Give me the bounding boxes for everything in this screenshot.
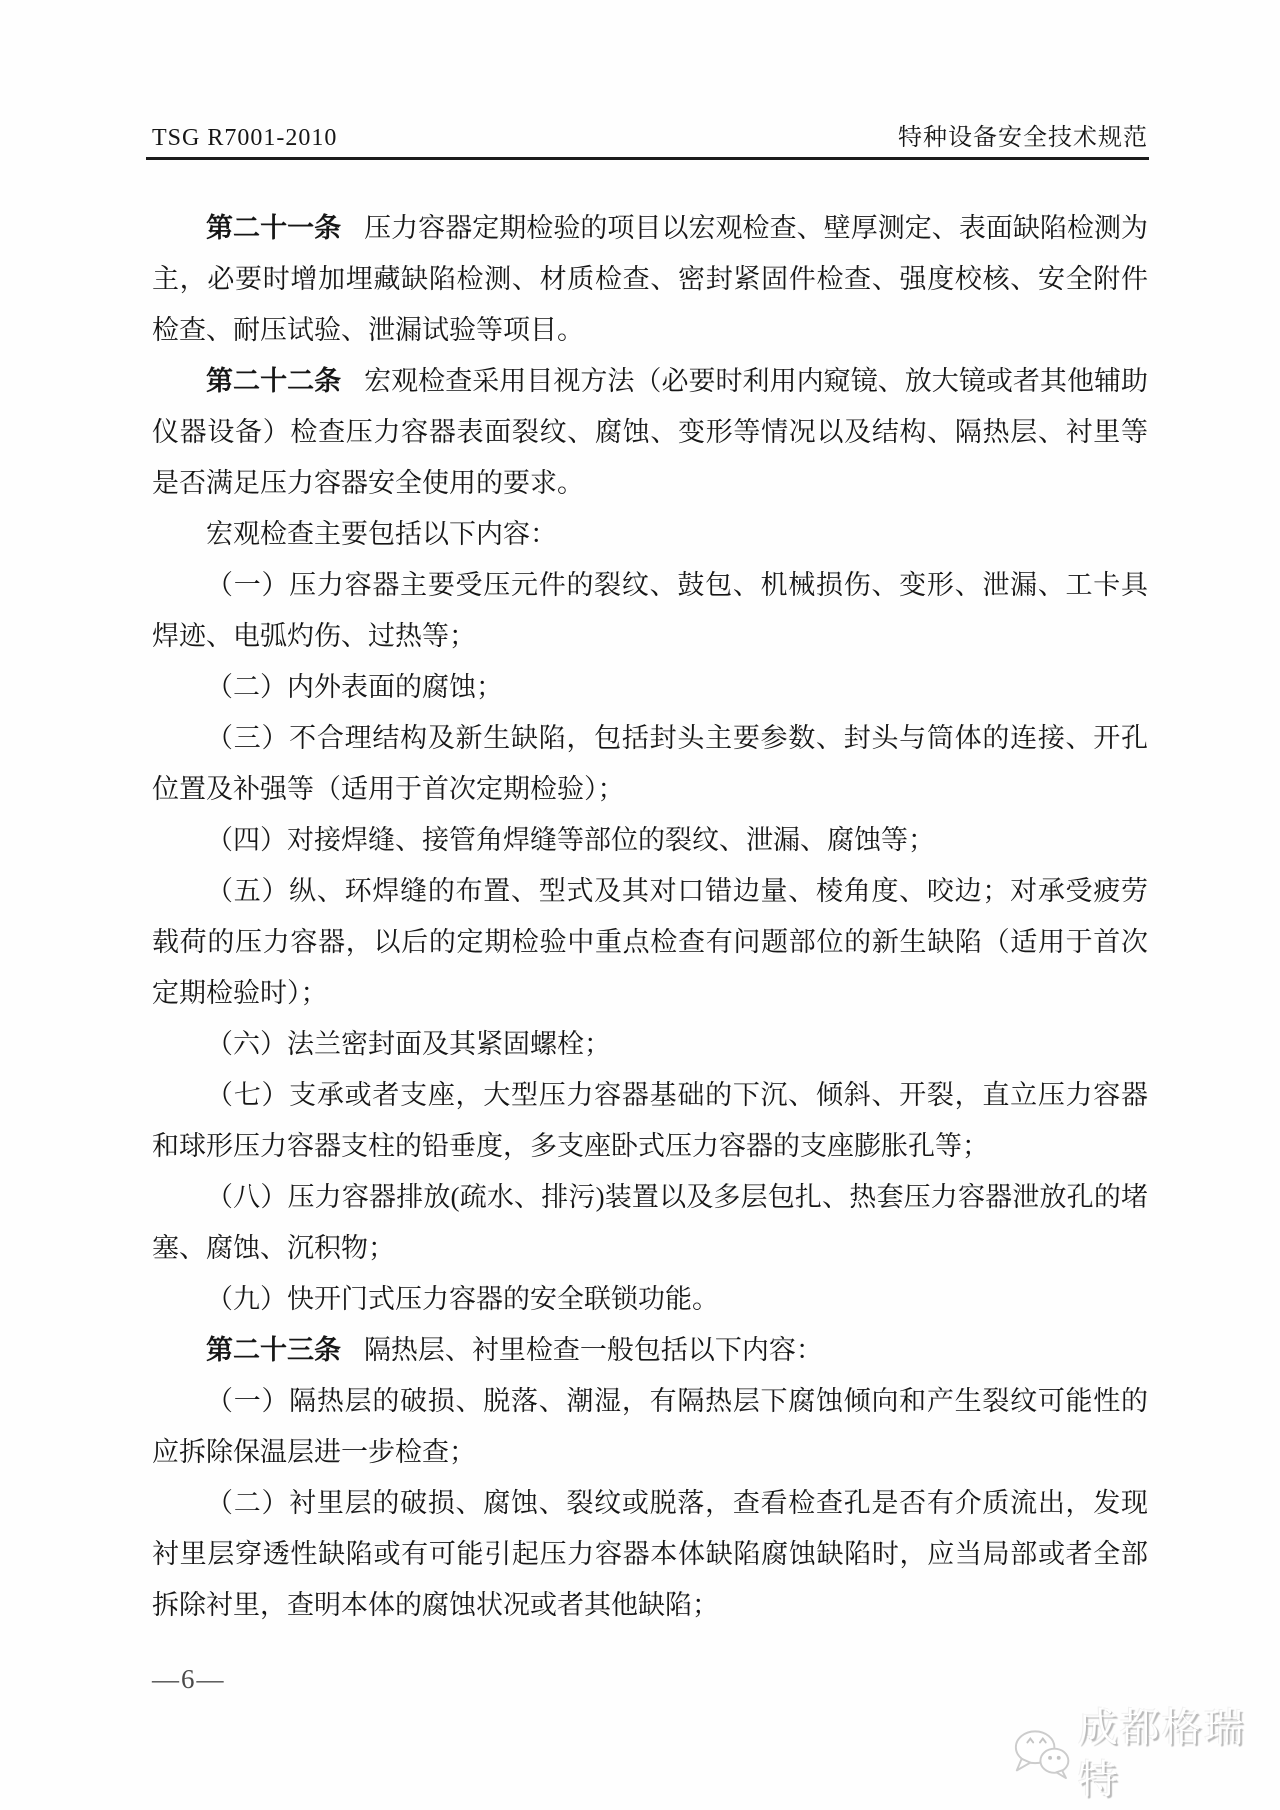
paragraph-text: 宏观检查采用目视方法（必要时利用内窥镜、放大镜或者其他辅助仪器设备）检查压力容器表面裂纹、腐蚀、变形等情况以及结构、隔热层、衬里等是否满足压力容器安全使用的要求。 xyxy=(152,366,1149,498)
paragraph-text: （五）纵、环焊缝的布置、型式及其对口错边量、棱角度、咬边；对承受疲劳载荷的压力容器，以后的定期检验中重点检查有问题部位的新生缺陷（适用于首次定期检验时）； xyxy=(152,876,1148,1008)
body-paragraph xyxy=(152,866,1148,1019)
body-paragraph xyxy=(152,662,1148,713)
body-paragraph xyxy=(152,1172,1148,1274)
article-number: 第二十三条 xyxy=(206,1335,341,1365)
article-paragraph xyxy=(152,1325,1148,1376)
paragraph-text: （四）对接焊缝、接管角焊缝等部位的裂纹、泄漏、腐蚀等； xyxy=(206,825,935,855)
article-number: 第二十二条 xyxy=(206,366,342,396)
paragraph-text: （一）压力容器主要受压元件的裂纹、鼓包、机械损伤、变形、泄漏、工卡具焊迹、电弧灼伤、过热等； xyxy=(152,570,1148,651)
paragraph-text: 宏观检查主要包括以下内容： xyxy=(206,519,557,549)
paragraph-text: 隔热层、衬里检查一般包括以下内容： xyxy=(363,1335,823,1365)
header-rule xyxy=(146,157,1149,160)
body-paragraph xyxy=(152,1478,1148,1631)
body-paragraph xyxy=(152,1376,1148,1478)
document-body xyxy=(152,203,1148,1631)
wechat-icon xyxy=(1012,1728,1072,1780)
paragraph-text: 压力容器定期检验的项目以宏观检查、壁厚测定、表面缺陷检测为主，必要时增加埋藏缺陷检测、材质检查、密封紧固件检查、强度校核、安全附件检查、耐压试验、泄漏试验等项目。 xyxy=(152,213,1149,345)
paragraph-text: （七）支承或者支座，大型压力容器基础的下沉、倾斜、开裂，直立压力容器和球形压力容器支柱的铅垂度，多支座卧式压力容器的支座膨胀孔等； xyxy=(152,1080,1148,1161)
body-paragraph xyxy=(152,560,1148,662)
paragraph-text: （一）隔热层的破损、脱落、潮湿，有隔热层下腐蚀倾向和产生裂纹可能性的应拆除保温层进一步检查； xyxy=(152,1386,1148,1467)
body-paragraph xyxy=(152,713,1148,815)
doc-code: TSG R7001-2010 xyxy=(152,125,338,151)
body-paragraph xyxy=(152,1070,1148,1172)
page-header xyxy=(152,122,1148,154)
body-paragraph xyxy=(152,815,1148,866)
article-paragraph xyxy=(152,356,1148,509)
body-paragraph xyxy=(152,1274,1148,1325)
body-paragraph xyxy=(152,509,1148,560)
paragraph-text: （二）内外表面的腐蚀； xyxy=(206,672,503,702)
page-number: —6— xyxy=(152,1664,226,1694)
paragraph-text: （九）快开门式压力容器的安全联锁功能。 xyxy=(206,1284,719,1314)
article-number: 第二十一条 xyxy=(206,213,342,243)
article-paragraph xyxy=(152,203,1148,356)
body-paragraph xyxy=(152,1019,1148,1070)
paragraph-text: （六）法兰密封面及其紧固螺栓； xyxy=(206,1029,611,1059)
paragraph-text: （三）不合理结构及新生缺陷，包括封头主要参数、封头与筒体的连接、开孔位置及补强等（适用于首次定期检验）； xyxy=(152,723,1148,804)
paragraph-text: （八）压力容器排放(疏水、排污)装置以及多层包扎、热套压力容器泄放孔的堵塞、腐蚀、沉积物； xyxy=(152,1182,1148,1263)
watermark xyxy=(1012,1706,1280,1802)
doc-title: 特种设备安全技术规范 xyxy=(898,125,1148,151)
watermark-label: 成都格瑞特 xyxy=(1077,1706,1246,1802)
paragraph-text: （二）衬里层的破损、腐蚀、裂纹或脱落，查看检查孔是否有介质流出，发现衬里层穿透性缺陷或有可能引起压力容器本体缺陷腐蚀缺陷时，应当局部或者全部拆除衬里，查明本体的腐蚀状况或者其他缺陷； xyxy=(152,1488,1148,1620)
